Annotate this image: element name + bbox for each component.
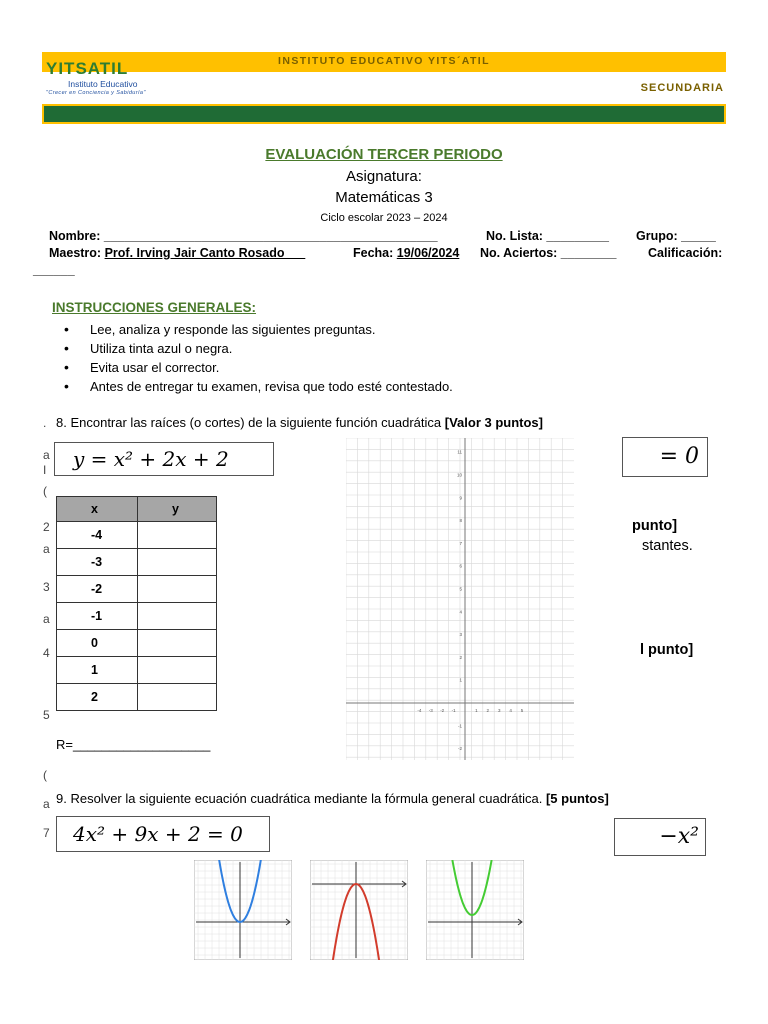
margin-fragment: a	[43, 448, 50, 462]
x-tick-label: -1	[451, 708, 456, 713]
table-row	[57, 603, 217, 630]
logo-slogan: "Crecer en Conciencia y Sabiduría"	[46, 90, 146, 96]
subject-label: Asignatura:	[346, 168, 422, 185]
grade-field[interactable]: ______	[33, 263, 75, 277]
school-logo	[46, 59, 196, 100]
background-text-fragment: l punto]	[640, 642, 694, 658]
teacher-name: Prof. Irving Jair Canto Rosado	[104, 246, 306, 260]
y-tick-label: 9	[459, 495, 462, 501]
background-equation-fragment: −x²	[614, 818, 706, 856]
y-answer-cell[interactable]	[138, 522, 217, 549]
teacher-label: Maestro:	[49, 246, 105, 260]
instruction-item: • Lee, analiza y responde las siguientes preguntas.	[62, 320, 453, 339]
background-text-fragment: punto]	[632, 518, 678, 534]
y-tick-label: 3	[459, 632, 462, 638]
exam-title: EVALUACIÓN TERCER PERIODO	[265, 146, 503, 163]
y-tick-label: 7	[459, 540, 462, 546]
y-tick-label: 1	[459, 677, 462, 683]
margin-fragment: 4	[43, 646, 50, 660]
grade-label: Calificación:	[648, 246, 723, 260]
question-9-equation: 4x² + 9x + 2 = 0	[56, 816, 270, 852]
margin-fragment: 5	[43, 708, 50, 722]
table-row	[57, 576, 217, 603]
group-field[interactable]: Grupo: _____	[636, 229, 716, 243]
y-answer-cell[interactable]	[138, 630, 217, 657]
table-row	[57, 522, 217, 549]
question-8-equation: y = x² + 2x + 2	[54, 442, 274, 476]
parabola-graph-up-blue	[194, 860, 292, 960]
table-row	[57, 657, 217, 684]
plot-frame	[310, 860, 408, 960]
x-tick-label: -2	[440, 708, 445, 713]
y-tick-label: 6	[459, 563, 462, 569]
y-tick-label: 11	[457, 449, 462, 455]
values-table	[56, 496, 217, 711]
logo-wordmark: YITSATIL	[46, 59, 129, 78]
margin-fragment: a	[43, 797, 50, 811]
table-row	[57, 684, 217, 711]
x-value: 1	[57, 657, 138, 684]
question-9-value: [5 puntos]	[545, 791, 609, 806]
x-tick-label: -3	[428, 708, 433, 713]
x-value: -4	[57, 522, 138, 549]
y-answer-cell[interactable]	[138, 657, 217, 684]
table-header-row	[57, 497, 217, 522]
list-number-field[interactable]: No. Lista: _________	[486, 229, 609, 243]
table-row	[57, 630, 217, 657]
x-tick-label: 2	[486, 708, 490, 713]
instruction-item: • Utiliza tinta azul o negra.	[62, 339, 453, 358]
background-text-fragment: stantes.	[642, 538, 693, 554]
school-cycle: Ciclo escolar 2023 – 2024	[320, 212, 448, 224]
y-tick-label: 2	[459, 654, 462, 660]
y-tick-label: 5	[459, 586, 462, 592]
cartesian-grid[interactable]	[346, 438, 574, 760]
x-tick-label: 3	[497, 708, 501, 713]
teacher-line	[49, 246, 305, 260]
y-tick-label: -2	[457, 746, 462, 752]
date-label: Fecha:	[353, 246, 397, 260]
x-tick-label: 1	[475, 708, 478, 713]
parabola-graph-up-green	[426, 860, 524, 960]
table-header-x: x	[57, 497, 138, 522]
y-answer-cell[interactable]	[138, 684, 217, 711]
y-tick-label: 4	[459, 609, 462, 615]
x-tick-label: 5	[520, 708, 524, 713]
margin-fragment: I	[43, 463, 47, 477]
x-value: -1	[57, 603, 138, 630]
instruction-item: • Evita usar el corrector.	[62, 358, 453, 377]
x-tick-label: -4	[417, 708, 422, 713]
x-tick-label: 4	[509, 708, 512, 713]
y-tick-label: -1	[457, 723, 462, 729]
y-answer-cell[interactable]	[138, 603, 217, 630]
y-answer-cell[interactable]	[138, 576, 217, 603]
y-answer-cell[interactable]	[138, 549, 217, 576]
margin-fragment: (	[43, 484, 47, 498]
margin-fragment: .	[43, 416, 47, 430]
y-tick-label: 8	[459, 518, 462, 524]
table-row	[57, 549, 217, 576]
parabola-graph-down-red	[310, 860, 408, 960]
question-9-text: 9. Resolver la siguiente ecuación cuadrática mediante la fórmula general cuadrática.	[56, 791, 546, 806]
question-8-value: [Valor 3 puntos]	[444, 415, 543, 430]
exam-date: 19/06/2024	[396, 246, 460, 260]
y-tick-label: 10	[456, 472, 462, 478]
margin-fragment: 2	[43, 520, 50, 534]
school-level: SECUNDARIA	[640, 82, 724, 94]
date-line	[353, 246, 459, 260]
subject-name: Matemáticas 3	[335, 189, 433, 206]
margin-fragment: a	[43, 542, 50, 556]
table-header-y: y	[138, 497, 217, 522]
margin-fragment: a	[43, 612, 50, 626]
hits-field[interactable]: No. Aciertos: ________	[480, 246, 617, 260]
question-8-text: 8. Encontrar las raíces (o cortes) de la siguiente función cuadrática	[56, 415, 445, 430]
instructions-title: INSTRUCCIONES GENERALES:	[52, 300, 257, 315]
margin-fragment: 3	[43, 580, 50, 594]
plot-frame	[194, 860, 292, 960]
x-value: 0	[57, 630, 138, 657]
instructions-list	[62, 320, 453, 396]
background-equation-fragment: = 0	[622, 437, 708, 477]
name-field[interactable]: Nombre: ________________________________________________	[49, 229, 438, 243]
question-8	[56, 415, 543, 430]
institution-name: INSTITUTO EDUCATIVO YITS´ATIL	[278, 55, 490, 67]
instruction-item: • Antes de entregar tu examen, revisa que todo esté contestado.	[62, 377, 453, 396]
x-value: 2	[57, 684, 138, 711]
margin-fragment: 7	[43, 826, 50, 840]
header-divider-bar	[42, 104, 726, 124]
x-value: -3	[57, 549, 138, 576]
x-value: -2	[57, 576, 138, 603]
margin-fragment: (	[43, 768, 47, 782]
logo-subtitle: Instituto Educativo	[68, 79, 138, 89]
plot-frame	[426, 860, 524, 960]
question-9	[56, 791, 609, 806]
answer-line[interactable]: R=___________________	[56, 737, 211, 752]
